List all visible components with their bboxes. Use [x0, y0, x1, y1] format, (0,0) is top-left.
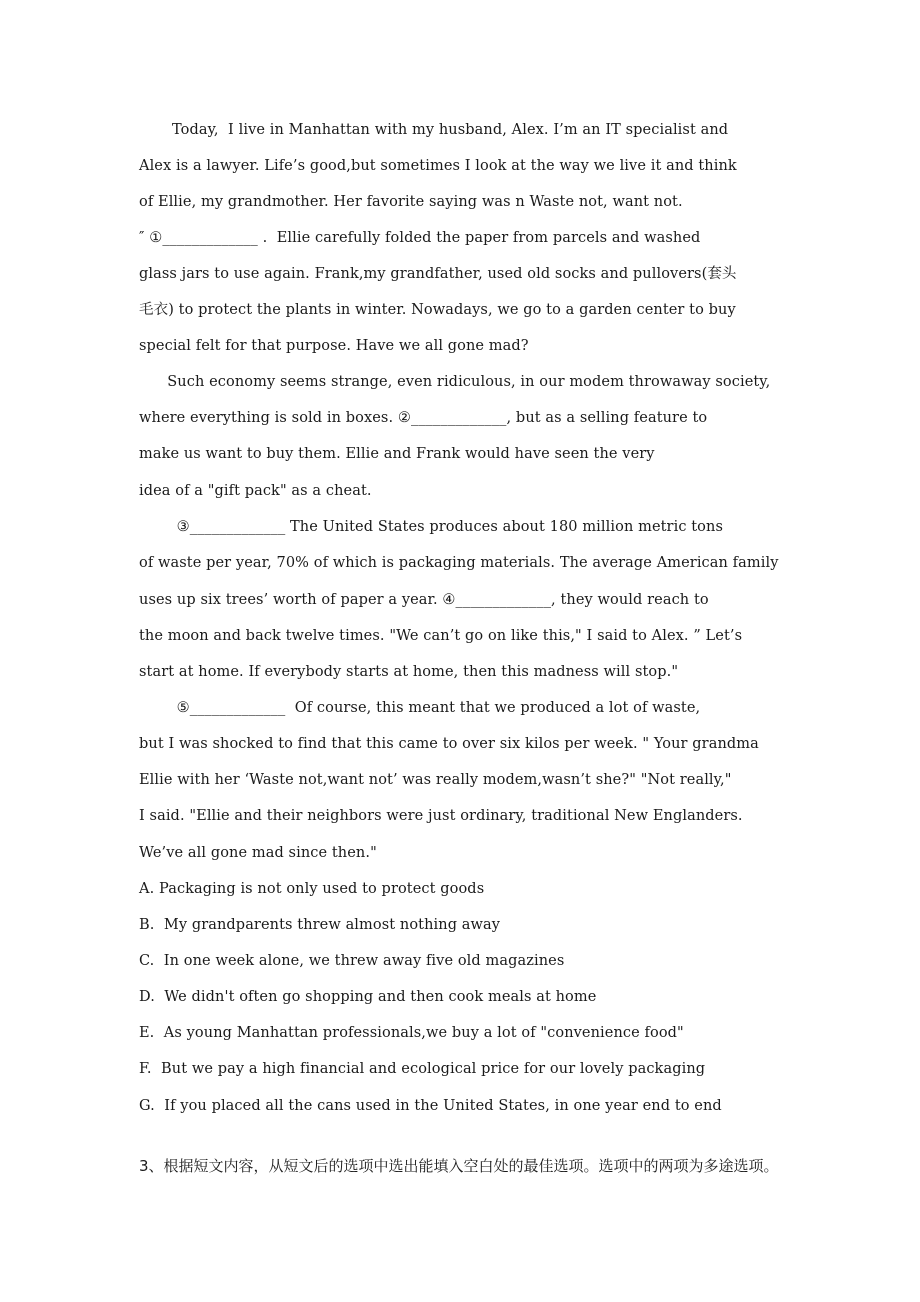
passage-line: start at home. If everybody starts at home, then this madness will stop." [139, 664, 679, 680]
passage-line: uses up six trees’ worth of paper a year. ④_____________, they would reach to [139, 592, 709, 608]
passage-line: but I was shocked to find that this came to over six kilos per week. " Your grandma [139, 736, 759, 752]
option-f: F. But we pay a high financial and ecological price for our lovely packaging [139, 1061, 706, 1077]
passage-line: the moon and back twelve times. "We can’t go on like this," I said to Alex. ” Let’s [139, 628, 743, 644]
option-e: E. As young Manhattan professionals,we buy a lot of "convenience food" [139, 1025, 684, 1041]
passage-line: idea of a "gift pack" as a cheat. [139, 483, 372, 499]
option-d: D. We didn't often go shopping and then cook meals at home [139, 989, 597, 1005]
option-g: G. If you placed all the cans used in the United States, in one year end to end [139, 1098, 722, 1114]
passage-line: where everything is sold in boxes. ②_____________, but as a selling feature to [139, 410, 708, 426]
option-b: B. My grandparents threw almost nothing away [139, 917, 501, 933]
option-c: C. In one week alone, we threw away five old magazines [139, 953, 565, 969]
passage-line: Alex is a lawyer. Life’s good,but sometimes I look at the way we live it and think [139, 158, 737, 174]
option-a: A. Packaging is not only used to protect goods [139, 881, 485, 897]
passage-line: special felt for that purpose. Have we all gone mad? [139, 338, 529, 354]
question-instruction: 3、根据短文内容，从短文后的选项中选出能填入空白处的最佳选项。选项中的两项为多途选项。 [139, 1157, 779, 1175]
passage-line: ③_____________ The United States produces about 180 million metric tons [139, 519, 723, 535]
passage-line: Ellie with her ‘Waste not,want not’ was really modem,wasn’t she?" "Not really," [139, 772, 732, 788]
passage-line: Today, I live in Manhattan with my husband, Alex. I’m an IT specialist and [139, 122, 729, 138]
passage-line: We’ve all gone mad since then." [139, 845, 377, 861]
passage-line: ⑤_____________ Of course, this meant that we produced a lot of waste, [139, 700, 701, 716]
passage-line: of waste per year, 70% of which is packaging materials. The average American family [139, 555, 779, 571]
passage-line: of Ellie, my grandmother. Her favorite saying was n Waste not, want not. [139, 194, 683, 210]
passage-line: make us want to buy them. Ellie and Frank would have seen the very [139, 446, 655, 462]
passage-line: ″ ①_____________ . Ellie carefully folded the paper from parcels and washed [139, 230, 701, 246]
passage-line: glass jars to use again. Frank,my grandfather, used old socks and pullovers(套头 [139, 266, 737, 282]
passage-line: I said. "Ellie and their neighbors were just ordinary, traditional New Englanders. [139, 808, 743, 824]
passage-line: Such economy seems strange, even ridiculous, in our modem throwaway society, [139, 374, 771, 390]
passage-line: 毛衣) to protect the plants in winter. Nowadays, we go to a garden center to buy [139, 302, 736, 318]
